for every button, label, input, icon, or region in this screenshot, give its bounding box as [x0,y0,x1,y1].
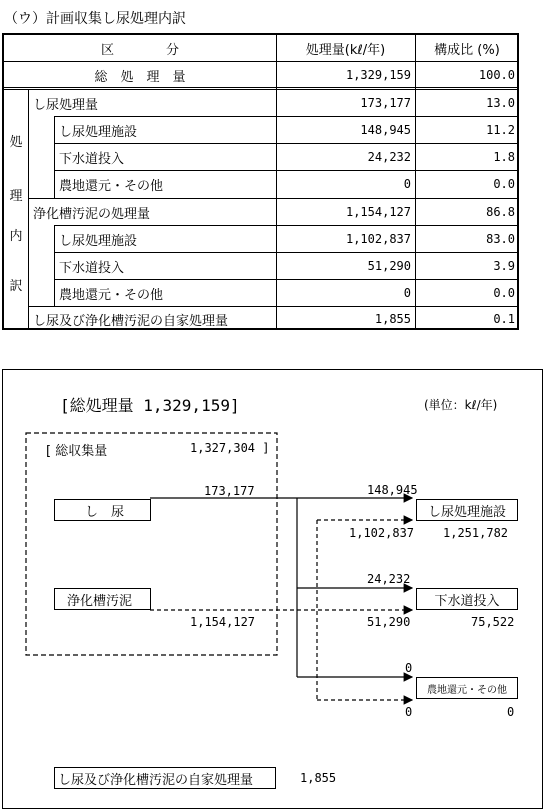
side-label-char: 理 [9,189,23,204]
row-ratio: 0.0 [493,177,515,191]
total-amount: 1,329,159 [345,68,411,82]
row-amount: 1,855 [374,312,411,326]
row-label: 農地還元・その他 [59,287,164,303]
row-label: 下水道投入 [59,151,125,167]
farm-total: 0 [507,705,515,719]
row-amount: 1,102,837 [345,232,411,246]
source-night-soil: し 尿 [54,499,151,521]
row-label: 浄化槽汚泥の処理量 [33,206,151,222]
sewer-total: 75,522 [471,615,515,629]
diagram-unit: (単位：kℓ/年) [424,398,498,412]
septic-value: 1,154,127 [190,615,256,629]
self-treatment-box: し尿及び浄化槽汚泥の自家処理量 [54,767,276,789]
total-ratio: 100.0 [478,68,515,82]
row-label: し尿処理施設 [59,233,138,249]
row-label: 農地還元・その他 [59,178,164,194]
row-amount: 1,154,127 [345,205,411,219]
collection-label: [ 総収集量 [46,444,108,459]
side-label-char: 処 [9,135,23,150]
row-ratio: 83.0 [486,232,515,246]
row-ratio: 0.1 [493,312,515,326]
row-amount: 173,177 [360,96,411,110]
row-ratio: 86.8 [486,205,515,219]
row-label: 下水道投入 [59,260,125,276]
page-heading: （ウ）計画収集し尿処理内訳 [4,11,186,27]
header-category: 区 分 [100,42,179,58]
sewer-from-night-soil: 24,232 [367,572,411,586]
header-ratio: 構成比 (%) [434,42,500,58]
diagram-title: [総処理量 1,329,159] [60,396,240,415]
row-ratio: 1.8 [493,150,515,164]
row-label: し尿処理施設 [59,124,138,140]
dest-sewer: 下水道投入 [416,588,518,610]
side-label-char: 内 [9,229,23,244]
row-ratio: 0.0 [493,286,515,300]
sewer-from-septic: 51,290 [367,615,411,629]
facility-from-septic: 1,102,837 [349,526,415,540]
side-label-char: 訳 [9,279,23,294]
header-amount: 処理量(kℓ/年) [305,42,386,58]
row-amount: 148,945 [360,123,411,137]
total-label: 総 処 理 量 [94,69,186,85]
facility-from-night-soil: 148,945 [367,483,418,497]
row-ratio: 11.2 [486,123,515,137]
facility-total: 1,251,782 [443,526,509,540]
row-amount: 51,290 [367,259,411,273]
night-soil-value: 173,177 [204,484,255,498]
row-amount: 24,232 [367,150,411,164]
farm-from-septic: 0 [405,705,413,719]
source-septic-sludge: 浄化槽汚泥 [54,588,151,610]
row-amount: 0 [403,286,411,300]
farm-from-night-soil: 0 [405,661,413,675]
collection-value: 1,327,304 ] [190,441,270,455]
row-ratio: 13.0 [486,96,515,110]
dest-facility: し尿処理施設 [416,499,518,521]
row-ratio: 3.9 [493,259,515,273]
row-label: し尿処理量 [33,97,99,113]
self-treatment-value: 1,855 [300,771,337,785]
dest-farm: 農地還元・その他 [416,677,518,699]
row-label: し尿及び浄化槽汚泥の自家処理量 [33,313,229,329]
row-amount: 0 [403,177,411,191]
